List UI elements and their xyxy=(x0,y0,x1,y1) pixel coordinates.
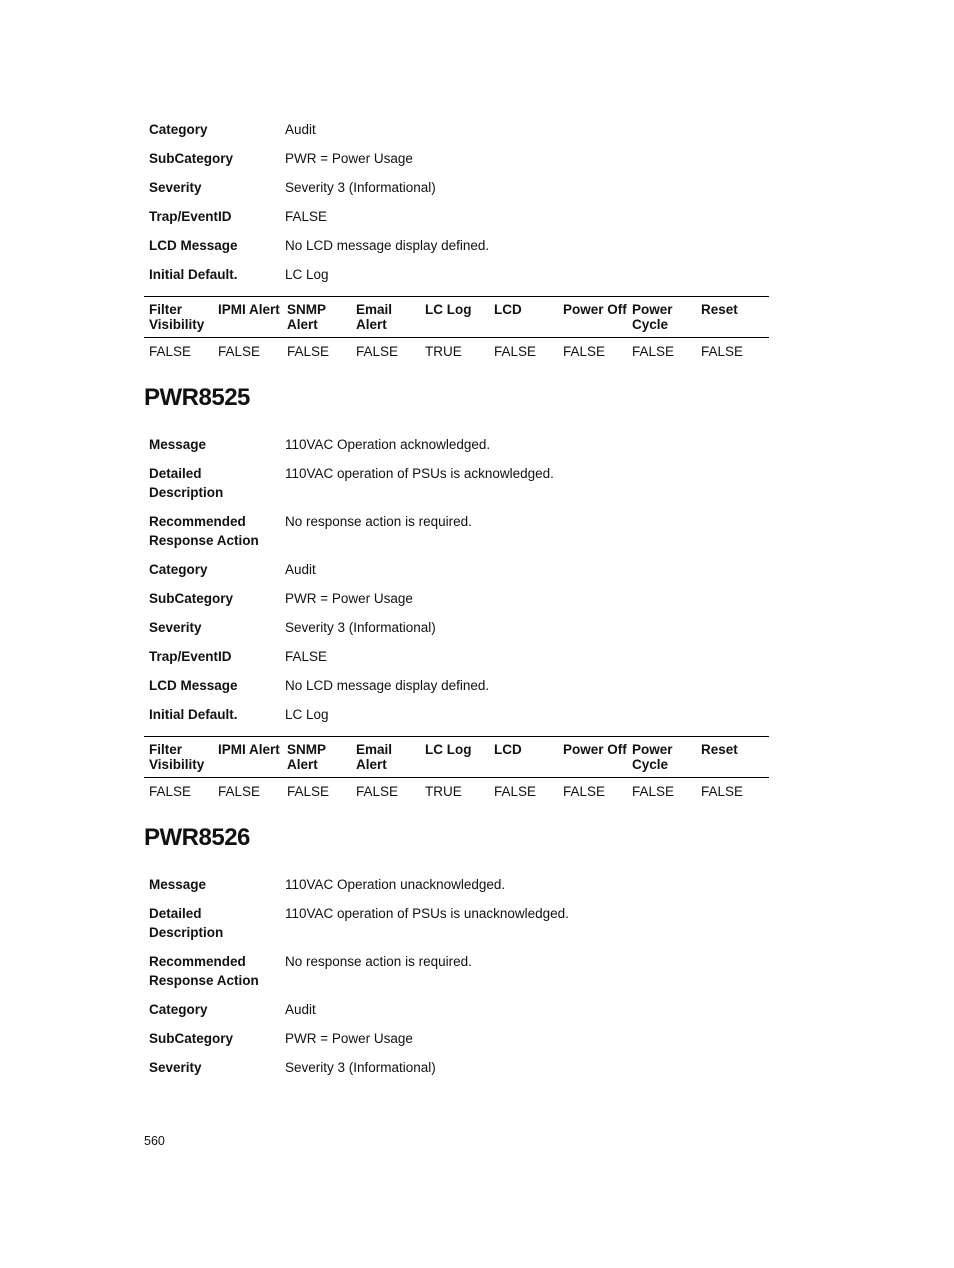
property-value: LC Log xyxy=(285,707,329,722)
property-value: LC Log xyxy=(285,267,329,282)
column-header: Reset xyxy=(696,737,769,778)
property-label: Detailed Description xyxy=(149,466,224,500)
column-header: IPMI Alert xyxy=(213,297,282,338)
property-value: FALSE xyxy=(285,649,328,664)
property-row xyxy=(149,560,769,589)
property-label: SubCategory xyxy=(149,1031,234,1046)
property-value: No LCD message display defined. xyxy=(285,238,490,253)
property-label: Message xyxy=(149,877,207,892)
property-label: Trap/EventID xyxy=(149,649,232,664)
column-header: SNMP Alert xyxy=(282,737,351,778)
column-header: Filter Visibility xyxy=(144,297,213,338)
section-title: PWR8526 xyxy=(144,824,250,851)
table-cell: FALSE xyxy=(632,344,675,359)
property-row xyxy=(149,904,769,952)
property-row xyxy=(149,265,769,294)
property-value: PWR = Power Usage xyxy=(285,591,413,606)
column-header: LC Log xyxy=(420,737,489,778)
column-header: Email Alert xyxy=(351,297,420,338)
column-header: Power Off xyxy=(558,737,627,778)
column-header: SNMP Alert xyxy=(282,297,351,338)
column-header: IPMI Alert xyxy=(213,737,282,778)
property-row xyxy=(149,676,769,705)
property-label: Detailed Description xyxy=(149,906,224,940)
property-value: No response action is required. xyxy=(285,954,472,969)
filter-table-header xyxy=(144,737,769,778)
column-header: Reset xyxy=(696,297,769,338)
table-cell: TRUE xyxy=(425,784,462,799)
table-cell: FALSE xyxy=(563,784,606,799)
property-row xyxy=(149,435,769,464)
property-label: Category xyxy=(149,562,208,577)
property-value: Severity 3 (Informational) xyxy=(285,620,436,635)
property-row xyxy=(149,464,769,512)
table-cell: FALSE xyxy=(287,344,330,359)
property-row xyxy=(149,149,769,178)
property-row xyxy=(149,952,769,1000)
property-row xyxy=(149,705,769,734)
event-properties-list xyxy=(149,435,769,734)
column-header: Power Cycle xyxy=(627,737,696,778)
column-header: Email Alert xyxy=(351,737,420,778)
property-label: Severity xyxy=(149,180,202,195)
column-header: LCD xyxy=(489,297,558,338)
property-label: SubCategory xyxy=(149,151,234,166)
table-cell: FALSE xyxy=(149,784,192,799)
property-row xyxy=(149,875,769,904)
filter-table xyxy=(144,296,769,360)
property-row xyxy=(149,1029,769,1058)
property-label: Initial Default. xyxy=(149,707,238,722)
property-value: 110VAC Operation acknowledged. xyxy=(285,437,491,452)
table-cell: FALSE xyxy=(494,344,537,359)
property-label: LCD Message xyxy=(149,678,238,693)
table-cell: FALSE xyxy=(356,344,399,359)
table-cell: FALSE xyxy=(218,344,261,359)
property-value: No response action is required. xyxy=(285,514,472,529)
column-header: Power Off xyxy=(558,297,627,338)
property-label: Category xyxy=(149,1002,208,1017)
table-cell: FALSE xyxy=(287,784,330,799)
table-cell: FALSE xyxy=(701,344,744,359)
property-row xyxy=(149,178,769,207)
table-cell: FALSE xyxy=(701,784,744,799)
table-cell: FALSE xyxy=(356,784,399,799)
table-cell: FALSE xyxy=(632,784,675,799)
property-row xyxy=(149,618,769,647)
property-label: Message xyxy=(149,437,207,452)
property-value: Audit xyxy=(285,122,316,137)
property-row xyxy=(149,207,769,236)
table-cell: FALSE xyxy=(218,784,261,799)
property-label: Trap/EventID xyxy=(149,209,232,224)
event-properties-list xyxy=(149,875,769,1087)
property-value: PWR = Power Usage xyxy=(285,151,413,166)
table-cell: TRUE xyxy=(425,344,462,359)
property-label: Severity xyxy=(149,1060,202,1075)
property-value: Audit xyxy=(285,1002,316,1017)
property-row xyxy=(149,589,769,618)
filter-table-header xyxy=(144,297,769,338)
table-row xyxy=(144,338,769,361)
column-header: Power Cycle xyxy=(627,297,696,338)
property-row xyxy=(149,1000,769,1029)
property-value: 110VAC operation of PSUs is acknowledged. xyxy=(285,466,554,481)
property-value: No LCD message display defined. xyxy=(285,678,490,693)
property-label: SubCategory xyxy=(149,591,234,606)
property-value: Severity 3 (Informational) xyxy=(285,1060,436,1075)
property-row xyxy=(149,647,769,676)
table-cell: FALSE xyxy=(563,344,606,359)
property-value: 110VAC Operation unacknowledged. xyxy=(285,877,506,892)
property-value: PWR = Power Usage xyxy=(285,1031,413,1046)
property-value: Severity 3 (Informational) xyxy=(285,180,436,195)
event-properties-list xyxy=(149,120,769,294)
section-title: PWR8525 xyxy=(144,384,250,411)
property-label: Recommended Response Action xyxy=(149,954,259,988)
column-header: LC Log xyxy=(420,297,489,338)
property-row xyxy=(149,236,769,265)
property-value: 110VAC operation of PSUs is unacknowledged. xyxy=(285,906,569,921)
table-cell: FALSE xyxy=(149,344,192,359)
property-label: Recommended Response Action xyxy=(149,514,259,548)
property-label: Category xyxy=(149,122,208,137)
property-label: Severity xyxy=(149,620,202,635)
table-row xyxy=(144,778,769,801)
table-cell: FALSE xyxy=(494,784,537,799)
property-label: Initial Default. xyxy=(149,267,238,282)
property-value: Audit xyxy=(285,562,316,577)
property-row xyxy=(149,512,769,560)
filter-table xyxy=(144,736,769,800)
property-row xyxy=(149,1058,769,1087)
column-header: Filter Visibility xyxy=(144,737,213,778)
page-number: 560 xyxy=(144,1134,165,1148)
property-label: LCD Message xyxy=(149,238,238,253)
property-row xyxy=(149,120,769,149)
property-value: FALSE xyxy=(285,209,328,224)
column-header: LCD xyxy=(489,737,558,778)
